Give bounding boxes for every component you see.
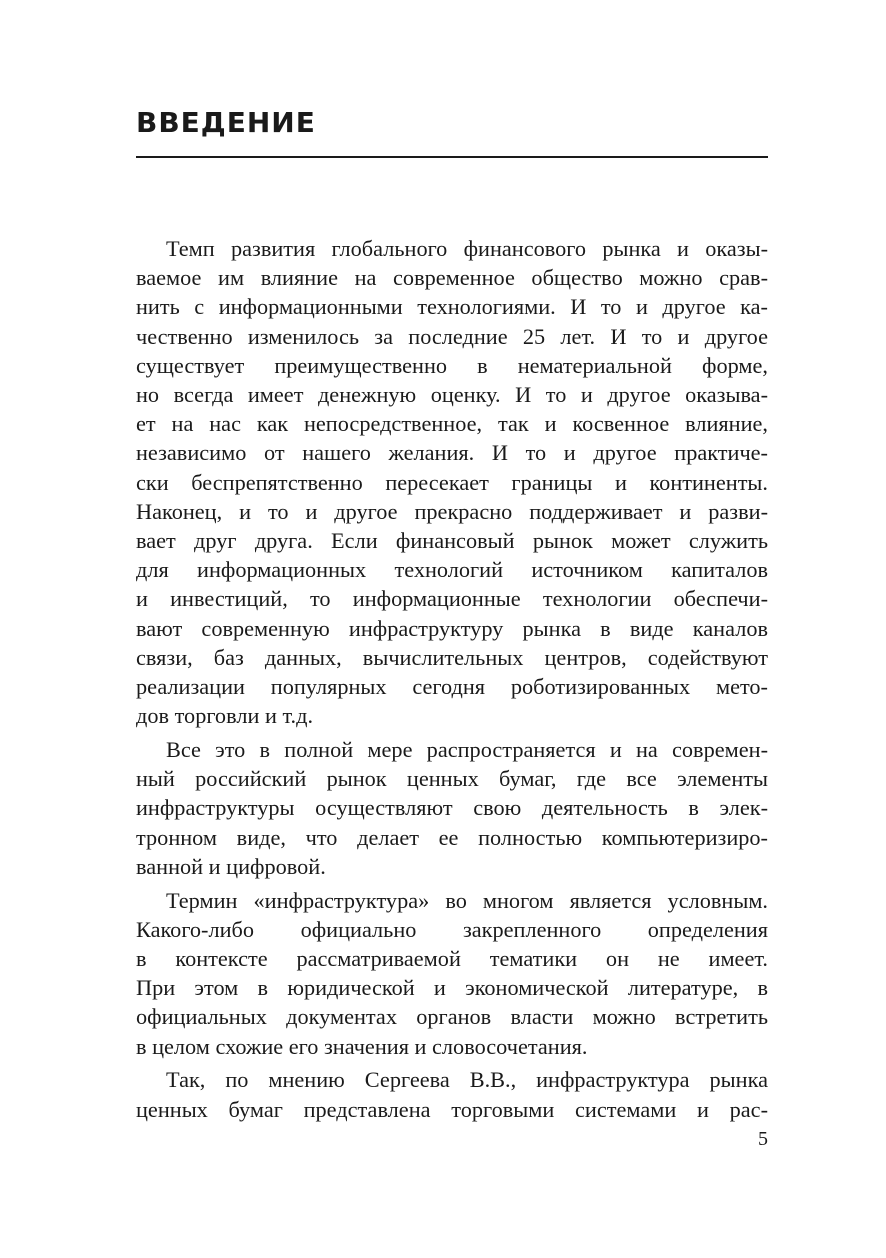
text-line: При этом в юридической и экономической литературе, в	[136, 975, 768, 1001]
paragraph	[136, 1065, 768, 1123]
text-line: независимо от нашего желания. И то и другое практиче-	[136, 440, 768, 466]
chapter-heading: ВВЕДЕНИЕ	[136, 106, 316, 139]
text-line: ски беспрепятственно пересекает границы и континенты.	[136, 469, 768, 495]
paragraph	[136, 886, 768, 1061]
text-line: Темп развития глобального финансового рынка и оказы-	[166, 236, 768, 261]
text-line: реализации популярных сегодня роботизированных мето-	[136, 674, 768, 700]
text-line: существует преимущественно в нематериальной форме,	[136, 352, 768, 378]
text-line: Термин «инфраструктура» во многом является условным.	[166, 887, 768, 913]
text-line: вает друг друга. Если финансовый рынок может служить	[136, 528, 768, 554]
text-line: в целом схожие его значения и словосочетания.	[136, 1033, 588, 1059]
body-text	[136, 234, 768, 1128]
text-line: Наконец, и то и другое прекрасно поддерживает и разви-	[136, 498, 768, 524]
page-number: 5	[758, 1128, 768, 1150]
paragraph	[136, 234, 768, 730]
text-line: ет на нас как непосредственное, так и косвенное влияние,	[136, 411, 768, 437]
heading-underline	[136, 156, 768, 158]
text-line: ценных бумаг представлена торговыми системами и рас-	[136, 1096, 768, 1122]
text-line: Все это в полной мере распространяется и на современ-	[166, 737, 768, 763]
paragraph	[136, 735, 768, 881]
text-line: связи, баз данных, вычислительных центров, содействуют	[136, 644, 768, 670]
text-line: официальных документах органов власти можно встретить	[136, 1004, 768, 1030]
text-line: инфраструктуры осуществляют свою деятельность в элек-	[136, 795, 768, 821]
text-line: тронном виде, что делает ее полностью компьютеризиро-	[136, 824, 768, 850]
text-line: ваемое им влияние на современное общество можно срав-	[136, 265, 768, 291]
text-line: и инвестиций, то информационные технологии обеспечи-	[136, 586, 768, 612]
text-line: в контексте рассматриваемой тематики он не имеет.	[136, 946, 768, 972]
text-line: для информационных технологий источником капиталов	[136, 557, 768, 583]
text-line: чественно изменилось за последние 25 лет. И то и другое	[136, 323, 768, 349]
text-line: вают современную инфраструктуру рынка в виде каналов	[136, 615, 768, 641]
text-line: Какого-либо официально закрепленного определения	[136, 916, 768, 942]
text-line: ванной и цифровой.	[136, 853, 326, 879]
text-line: но всегда имеет денежную оценку. И то и другое оказыва-	[136, 382, 768, 408]
text-line: нить с информационными технологиями. И то и другое ка-	[136, 294, 768, 320]
text-line: ный российский рынок ценных бумаг, где все элементы	[136, 766, 768, 792]
text-line: Так, по мнению Сергеева В.В., инфраструктура рынка	[166, 1067, 768, 1093]
text-line: дов торговли и т.д.	[136, 703, 314, 729]
